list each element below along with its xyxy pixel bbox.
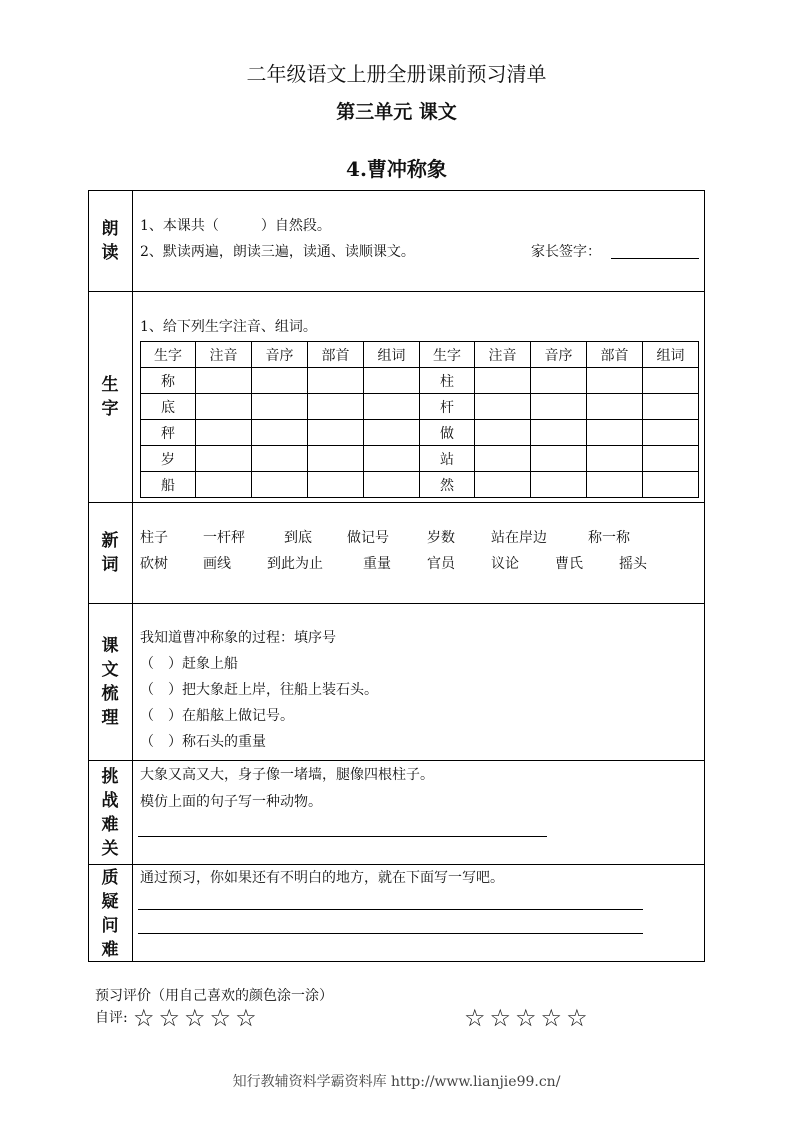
new-word: 重量: [363, 556, 391, 572]
word-cell[interactable]: [364, 472, 420, 498]
initial-cell[interactable]: [252, 368, 308, 394]
word-cell[interactable]: [643, 394, 699, 420]
pinyin-cell[interactable]: [475, 394, 531, 420]
footer-watermark: 知行教辅资料学霸资料库 http://www.lianjie99.cn/: [232, 1074, 561, 1090]
word-cell[interactable]: [643, 420, 699, 446]
self-evaluation-label: 自评:: [95, 1010, 128, 1026]
reading-instruction: 2、默读两遍，朗读三遍，读通、读顺课文。: [140, 244, 415, 260]
initial-cell[interactable]: [252, 472, 308, 498]
character-cell: 柱: [420, 368, 475, 394]
new-word: 到此为止: [267, 556, 323, 572]
evaluation-title: 预习评价（用自己喜欢的颜色涂一涂）: [95, 988, 333, 1004]
new-word: 砍树: [140, 556, 168, 572]
pinyin-cell[interactable]: [196, 368, 252, 394]
pinyin-cell[interactable]: [196, 446, 252, 472]
radical-cell[interactable]: [308, 368, 364, 394]
section-divider: [88, 603, 705, 604]
lesson-title: 4.曹冲称象: [346, 157, 447, 181]
new-words-section-label: 新 词: [101, 531, 119, 575]
new-word: 到底: [284, 530, 312, 546]
characters-section-label: 生 字: [101, 375, 119, 419]
text-sorting-section-label: 课 文 梳 理: [101, 636, 119, 728]
questions-prompt: 通过预习，你如果还有不明白的地方，就在下面写一写吧。: [140, 870, 504, 886]
initial-cell[interactable]: [252, 446, 308, 472]
pinyin-cell[interactable]: [475, 446, 531, 472]
new-word: 画线: [203, 556, 231, 572]
column-header: 音序: [531, 342, 587, 368]
table-row: [141, 368, 699, 394]
character-cell: 站: [420, 446, 475, 472]
initial-cell[interactable]: [531, 368, 587, 394]
word-cell[interactable]: [643, 446, 699, 472]
model-sentence: 大象又高又大，身子像一堵墙，腿像四根柱子。: [140, 767, 434, 783]
column-header: 音序: [252, 342, 308, 368]
radical-cell[interactable]: [308, 472, 364, 498]
radical-cell[interactable]: [308, 394, 364, 420]
new-word: 一杆秤: [203, 530, 245, 546]
pinyin-cell[interactable]: [196, 472, 252, 498]
word-cell[interactable]: [643, 472, 699, 498]
initial-cell[interactable]: [531, 420, 587, 446]
parent-signature-label: 家长签字：: [531, 244, 601, 260]
worksheet-frame: [88, 190, 705, 962]
section-divider: [88, 760, 705, 761]
initial-cell[interactable]: [252, 420, 308, 446]
word-cell[interactable]: [364, 394, 420, 420]
pinyin-cell[interactable]: [475, 420, 531, 446]
character-cell: 然: [420, 472, 475, 498]
self-rating-stars[interactable]: ☆☆☆☆☆: [133, 1004, 261, 1032]
answer-line[interactable]: [138, 836, 547, 837]
pinyin-cell[interactable]: [196, 394, 252, 420]
section-divider: [88, 291, 705, 292]
initial-cell[interactable]: [531, 394, 587, 420]
character-cell: 底: [141, 394, 196, 420]
pinyin-cell[interactable]: [196, 420, 252, 446]
sorting-item[interactable]: （ ）赶象上船: [140, 656, 238, 672]
parent-signature-field[interactable]: [611, 258, 699, 259]
radical-cell[interactable]: [587, 472, 643, 498]
table-row: [141, 420, 699, 446]
new-word: 官员: [427, 556, 455, 572]
sorting-intro: 我知道曹冲称象的过程：填序号: [140, 630, 336, 646]
section-divider: [88, 502, 705, 503]
pinyin-cell[interactable]: [475, 472, 531, 498]
new-word: 柱子: [140, 530, 168, 546]
radical-cell[interactable]: [587, 394, 643, 420]
reading-section-label: 朗 读: [101, 219, 119, 263]
answer-line[interactable]: [138, 933, 643, 934]
character-cell: 秤: [141, 420, 196, 446]
new-word: 摇头: [619, 556, 647, 572]
radical-cell[interactable]: [587, 446, 643, 472]
sorting-item[interactable]: （ ）在船舷上做记号。: [140, 708, 294, 724]
column-header: 组词: [364, 342, 420, 368]
table-row: [141, 446, 699, 472]
new-word: 做记号: [347, 530, 389, 546]
questions-section-label: 质 疑 问 难: [101, 867, 119, 960]
initial-cell[interactable]: [252, 394, 308, 420]
unit-title: 第三单元 课文: [336, 101, 457, 123]
table-row: [141, 394, 699, 420]
new-word: 称一称: [588, 530, 630, 546]
paragraph-count-prompt: 1、本课共（ ）自然段。: [140, 218, 331, 234]
new-word: 站在岸边: [491, 530, 547, 546]
character-cell: 船: [141, 472, 196, 498]
character-cell: 岁: [141, 446, 196, 472]
new-word: 岁数: [427, 530, 455, 546]
word-cell[interactable]: [643, 368, 699, 394]
table-header-row: [141, 342, 699, 368]
document-title: 二年级语文上册全册课前预习清单: [246, 62, 547, 86]
column-header: 注音: [475, 342, 531, 368]
initial-cell[interactable]: [531, 472, 587, 498]
initial-cell[interactable]: [531, 446, 587, 472]
challenge-section-label: 挑 战 难 关: [101, 766, 119, 859]
imitation-prompt: 模仿上面的句子写一种动物。: [140, 794, 322, 810]
radical-cell[interactable]: [587, 368, 643, 394]
characters-table: [140, 341, 699, 498]
character-cell: 做: [420, 420, 475, 446]
column-header: 部首: [587, 342, 643, 368]
characters-instruction: 1、给下列生字注音、组词。: [140, 319, 317, 335]
column-header: 部首: [308, 342, 364, 368]
label-column-divider: [132, 190, 133, 962]
column-header: 生字: [420, 342, 475, 368]
table-row: [141, 472, 699, 498]
character-cell: 称: [141, 368, 196, 394]
answer-line[interactable]: [138, 909, 643, 910]
word-cell[interactable]: [364, 420, 420, 446]
column-header: 生字: [141, 342, 196, 368]
other-rating-stars[interactable]: ☆☆☆☆☆: [464, 1004, 592, 1032]
sorting-item[interactable]: （ ）把大象赶上岸，往船上装石头。: [140, 682, 378, 698]
sorting-item[interactable]: （ ）称石头的重量: [140, 734, 266, 750]
column-header: 组词: [643, 342, 699, 368]
section-divider: [88, 864, 705, 865]
pinyin-cell[interactable]: [475, 368, 531, 394]
radical-cell[interactable]: [308, 420, 364, 446]
character-cell: 杆: [420, 394, 475, 420]
column-header: 注音: [196, 342, 252, 368]
new-word: 曹氏: [555, 556, 583, 572]
radical-cell[interactable]: [587, 420, 643, 446]
word-cell[interactable]: [364, 446, 420, 472]
radical-cell[interactable]: [308, 446, 364, 472]
word-cell[interactable]: [364, 368, 420, 394]
new-word: 议论: [491, 556, 519, 572]
